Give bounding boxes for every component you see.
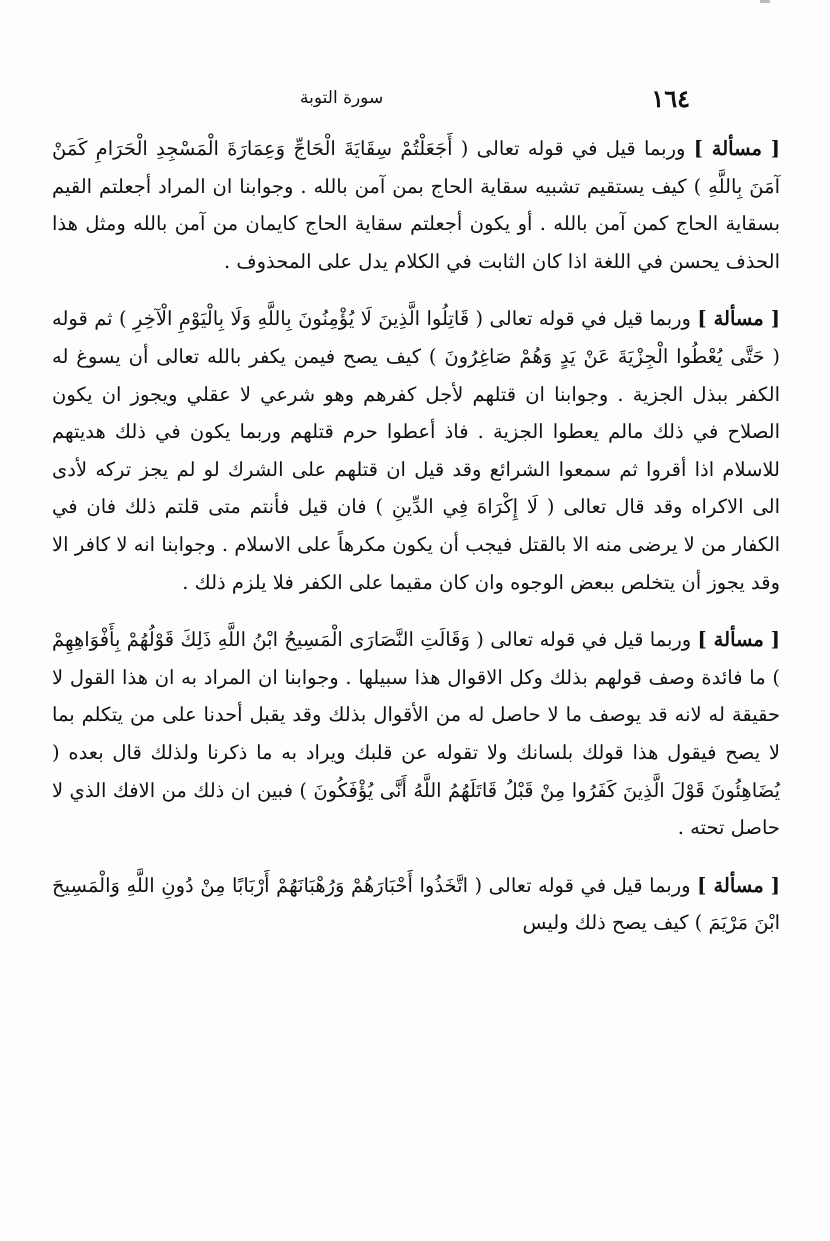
paragraph-text: وربما قيل في قوله تعالى ( قَاتِلُوا الَّذِينَ لَا يُؤْمِنُونَ بِاللَّهِ وَلَا بِالْيَوْمِ الْآخِرِ ) ثم قوله ( حَتَّى يُعْطُوا الْجِزْيَةَ عَنْ يَدٍ وَهُمْ صَاغِرُونَ ) كيف يصح فيمن يكفر بالله تعالى أن يسوغ له الكفر ببذل الجزية . وجوابنا ان قتلهم لأجل كفرهم وهو شرعي لا عقلي ويجوز ان يكون الصلاح في ذلك مالم يعطوا الجزية . فاذ أعطوا حرم قتلهم وربما يكون في ذلك هديتهم للاسلام اذا أقروا ثم سمعوا الشرائع وقد قيل ان قتلهم على الشرك لو لم يجز تركه لأدى الى الاكراه وقد قال تعالى ( لَا إِكْرَاهَ فِي الدِّينِ ) فان قيل فأنتم متى قلتم ذلك فان في الكفار من لا يرضى منه الا بالقتل فيجب أن يكون مكرهاً على الاسلام . وجوابنا انه لا كافر الا وقد يجوز أن يتخلص ببعض الوجوه وان كان مقيما على الكفر فلا يلزم ذلك . (52, 307, 780, 594)
paragraph-text: وربما قيل في قوله تعالى ( وَقَالَتِ النَّصَارَى الْمَسِيحُ ابْنُ اللَّهِ ذَلِكَ قَوْلُهُمْ بِأَفْوَاهِهِمْ ) ما فائدة وصف قولهم بذلك وكل الاقوال هذا سبيلها . وجوابنا ان المراد به ان هذا القول لا حقيقة له لانه قد يوصف ما لا حاصل له من الأقوال بذلك وقد يقبل أحدنا على من يتكلم بما لا يصح فيقول هذا قولك بلسانك ولا تقوله عن قلبك ويراد به ما ذكرنا ولذلك قال بعده ( يُضَاهِئُونَ قَوْلَ الَّذِينَ كَفَرُوا مِنْ قَبْلُ قَاتَلَهُمُ اللَّهُ أَنَّى يُؤْفَكُونَ ) فبين ان ذلك من الافك الذي لا حاصل تحته . (52, 628, 780, 840)
paragraph-3 (52, 621, 780, 847)
page-header (300, 84, 690, 118)
scan-mark (760, 0, 770, 3)
page-body (52, 130, 780, 962)
question-label: [ مسألة ] (697, 307, 780, 331)
question-label: [ مسألة ] (693, 137, 780, 160)
paragraph-4 (52, 867, 780, 942)
page-number: ١٦٤ (651, 84, 690, 113)
paragraph-1 (52, 130, 780, 280)
running-title: سورة التوبة (300, 88, 384, 108)
paragraph-text: وربما قيل في قوله تعالى ( اتَّخَذُوا أَحْبَارَهُمْ وَرُهْبَانَهُمْ أَرْبَابًا مِنْ دُونِ اللَّهِ وَالْمَسِيحَ ابْنَ مَرْيَمَ ) كيف يصح ذلك وليس (52, 873, 780, 935)
paragraph-2 (52, 300, 780, 601)
paragraph-text: وربما قيل في قوله تعالى ( أَجَعَلْتُمْ سِقَايَةَ الْحَاجِّ وَعِمَارَةَ الْمَسْجِدِ الْحَرَامِ كَمَنْ آمَنَ بِاللَّهِ ) كيف يستقيم تشبيه سقاية الحاج بمن آمن بالله . وجوابنا ان المراد أجعلتم القيم بسقاية الحاج كمن آمن بالله . أو يكون أجعلتم سقاية الحاج كايمان من آمن بالله ومثل هذا الحذف يحسن في اللغة اذا كان الثابت في الكلام يدل على المحذوف . (52, 137, 780, 273)
question-label: [ مسألة ] (697, 628, 780, 652)
question-label: [ مسألة ] (697, 873, 780, 897)
